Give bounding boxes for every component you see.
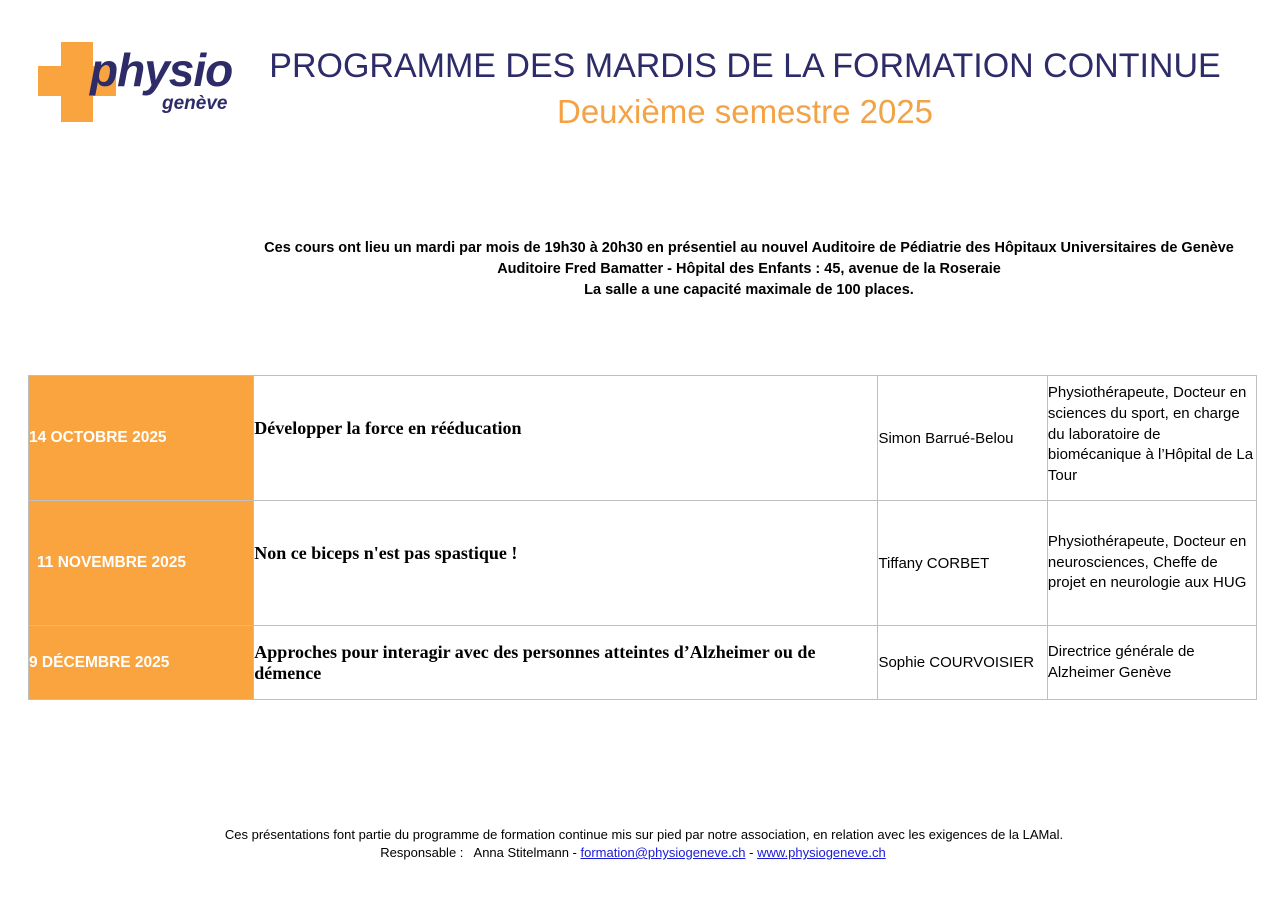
footer-note: Ces présentations font partie du programme de formation continue mis sur pied par notre association, en relation avec les exigences de la LAMal. xyxy=(224,827,1064,842)
session-topic xyxy=(254,501,878,626)
session-topic xyxy=(254,626,878,700)
session-speaker-role xyxy=(1047,376,1256,501)
logo-city-text: genève xyxy=(162,93,228,114)
session-speaker: Simon Barrué-Belou xyxy=(878,376,1047,501)
intro-text xyxy=(240,238,1258,301)
session-topic xyxy=(254,376,878,501)
session-topic-text: Non ce biceps n'est pas spastique ! xyxy=(254,542,518,563)
page-subtitle: Deuxième semestre 2025 xyxy=(556,93,934,130)
page-title: PROGRAMME DES MARDIS DE LA FORMATION CONTINUE xyxy=(269,47,1221,85)
session-speaker: Tiffany CORBET xyxy=(878,501,1047,626)
session-topic-text: Développer la force en rééducation xyxy=(254,417,522,438)
intro-line-2: Auditoire Fred Bamatter - Hôpital des Enfants : 45, avenue de la Roseraie xyxy=(497,261,1001,277)
session-speaker-role-text: Physiothérapeute, Docteur en sciences du sport, en charge du laboratoire de biomécanique à l’Hôpital de La Tour xyxy=(1047,384,1254,485)
responsible-name: Anna Stitelmann - xyxy=(473,845,577,860)
session-date: 14 OCTOBRE 2025 xyxy=(29,376,254,501)
footer xyxy=(0,826,1288,862)
table-row xyxy=(29,501,1257,626)
email-link[interactable]: formation@physiogeneve.ch xyxy=(580,845,746,860)
footer-contact xyxy=(0,844,1277,862)
session-date: 9 DÉCEMBRE 2025 xyxy=(29,626,254,700)
session-speaker: Sophie COURVOISIER xyxy=(878,626,1047,700)
session-speaker-role-text: Physiothérapeute, Docteur en neurosciences, Cheffe de projet en neurologie aux HUG xyxy=(1047,532,1247,592)
responsible-label: Responsable : xyxy=(380,845,464,860)
physio-geneve-logo xyxy=(38,40,238,130)
session-topic-text: Approches pour interagir avec des personnes atteintes d’Alzheimer ou de démence xyxy=(254,641,816,683)
session-date: 11 NOVEMBRE 2025 xyxy=(29,501,254,626)
session-speaker-role xyxy=(1047,501,1256,626)
logo-brand-text: physio xyxy=(90,44,233,96)
table-row xyxy=(29,626,1257,700)
schedule-table xyxy=(28,375,1257,700)
intro-line-3: La salle a une capacité maximale de 100 places. xyxy=(584,282,914,298)
website-link[interactable]: www.physiogeneve.ch xyxy=(757,845,886,860)
session-speaker-role xyxy=(1047,626,1256,700)
intro-line-1: Ces cours ont lieu un mardi par mois de 19h30 à 20h30 en présentiel au nouvel Auditoire de Pédiatrie des Hôpitaux Universitaires de Genève xyxy=(264,240,1234,256)
table-row xyxy=(29,376,1257,501)
session-speaker-role-text: Directrice générale de Alzheimer Genève xyxy=(1047,642,1195,681)
footer-separator: - xyxy=(749,845,754,860)
